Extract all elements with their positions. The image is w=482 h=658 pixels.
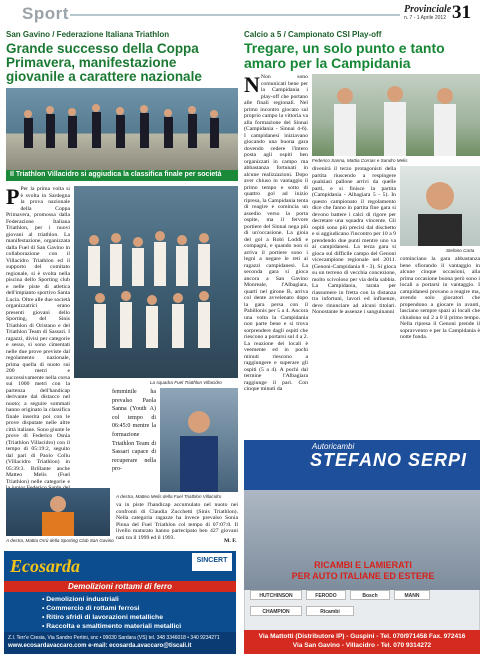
serpi-address-1: Via Mattotti (Distributore IP) - Guspini - Tel. 070/971458 Fax. 972416 [258,633,466,640]
team-photo [74,186,238,378]
right-body-col-3: cominciano la gara abbastanza bene sfiorando il vantaggio in alcune cinque occasioni, alla prima occasione buona però sono i locali a portarsi in vantaggio. I campidanesi provano a reagire ma, avendo solo giocatori che propendono a giocare in avanti, lasciano sempre spazi ai locali che chiudono sul 2 a 0 il primo tempo. Nella ripresa il Genoni prende il sopravvento e per la Campidania è notte fonda. [400,256,480,340]
left-banner: Il Triathlon Villacidro si aggiudica la classifica finale per società [6,170,238,181]
service-item: • Demolizioni industriali [42,596,119,603]
brand-logo: CHAMPION [250,606,302,616]
header-rule [70,14,400,16]
portrait-mattia [6,488,110,536]
left-signature: M. F. [224,538,237,544]
players-photo [312,74,480,156]
right-body-col-2: divenirà il terzo protagonisti della partita riuscendo a respingere qualsiasi pallone arrivi da quelle parti, e si finisce la partita (Campidania - Albagiara 5 - 5). In questo campionato il regolamento dice che fanno in partita fine gara si devono battere i calci di rigore per decretare una squadra vincente. Gli ospiti sono più precisi dal dischetto e si aggiudicano l'incontro per 10 a 9 prendendo due punti mentre uno va ai campidanesi. La terza gara si gioca sul difficile campo del Genoni vicecampione regionale nel 2011. (Genoni-Campidania 8 - 3). Si gioca su un terreno di vecchia concezione, molto scivoloso per via della sabbia. La Campidania, tarata per riassumere in fretta con la distanza tra infortuni, lavori ed influenze, deve rinunciare ad alcuni titolari. Nonostante le assenze i sanguinanni [312,166,396,315]
issue-date: n. 7 - 1 Aprile 2012 [404,15,446,21]
ecosarda-web: www.ecosardavaccaro.com e-mail: ecosarda.avaccaro@tiscali.it [8,643,192,649]
ecosarda-services [42,595,182,631]
left-body-col-2: femminile ha prevalso Paola Sanna (Youth A) col tempo di 06:45:0 mentre la formazione Triathlon Team di Sassari capace di recuperare nella pro- [112,389,156,473]
right-body-col-1: N Non sono comunicati bene per la Campidania i play-off che portano alle finali regionali. Nel primo incontro giocato sul proprio campo la vittoria va alla formazione del Sinnai (Campidania - Sinnai 4-6). I campidanesi iniziavano giocando una buona gara dovendo cedere l'intero posta agli ospiti ben organizzati in campo ma abbastanza fortunati in alcune realizzazioni. Dopo aver chiuso in vantaggio il primo tempo e sotto di quattro gol ad inizio ripresa, la Campidania tenta di reagire e comincia un assedio verso la porta ospite, ma il fervore portiere del Sinnai nega più di un'occasione. La gioia del gol a Robi Loddi e compagni, e quando non si arriva il portiere sono i legni a negare le reti ai ragazzi campidanesi. La seconda gara si gioca ancora a San Gavino Monreale, l'Albagiara, quarti nel girone B, arriva col dente avvelenato dopo la gara persa con il Pabillonis per 5 a 4. Ancora una volta la Campidania non parte bene e si trova sorprendere dagli ospiti che riescono a portarsi sul 4 a 2. La reazione dei locali è veemente ed in pochi minuti riescono a raggiungere e superare gli ospiti (5 a 4). A pochi dal termine l'Albagiara raggiunge il pari. Con cinque minuti da [244,72,308,392]
right-headline: Tregare, un solo punto e tanto amaro per la Campidania [244,40,445,71]
brand-logo: FERODO [306,590,346,600]
caption-team: La squadra Fuel Triathlon Villacidro [150,380,222,385]
brand-logo: HUTCHINSON [250,590,302,600]
left-headline: Grande successo della Coppa Primavera, manifestazione giovanile a carattere nazionale [6,41,202,84]
serpi-headline [254,560,472,582]
service-item: • Ritiro sfridi di lavorazioni metalliche [42,614,163,621]
right-kicker: Calcio a 5 / Campionato CSI Play-off [244,30,382,39]
serpi-tagline: Autoricambi [312,442,355,451]
service-item: • Commercio di rottami ferrosi [42,605,140,612]
publication-name: Provinciale [404,4,452,15]
brand-logo: MANN [394,590,430,600]
service-item: • Raccolta e smaltimento materiali metallici [42,623,182,630]
left-body-col-1: P Per la prima volta si è svolta in Sardegna la prova nazionale della Coppa Primavera, promossa dalla Federazione Italiana Triathlon, per i nuovi giovani al triathlon. La manifestazione, organizzata dalla Fuel di San Gavino in collaborazione con il Villacidro Triathlon ed il supporto del comitato regionale, si è svolta nella piscina dello Sporting club e nelle piste di atletica dell'impianto sportivo Santa Lucia. Oltre alle due società organizzatrici erano presenti giovani dello Sporting, del Sinis Triathlon di Oristano e del Triathlon Team di Sassari. I ragazzi, divisi per categorie e sesso, si sono cimentati nelle due prove previste dal regolamento nazionale, prima quella di nuoto sui 200 metri e successivamente nella corsa sui 1000 metri con la partenza dell'handicap derivante dal distacco nel nuoto; a seguire sommati hanno originato la classifica finale inserita poi con le prove disputate nelle altre città italiane. Sono giunte le prove di Federico Osnia (Triathlon Villacidro) con il tempo di 05:19:2, seguito dal pari di Paolo Collu (Villacidro Triathlon) in 05:39:3. Brillante anche Matteo Melis (Fuel Triathlon) nelle categorie e [6,184,70,485]
brand-logo: Ricambi [306,606,354,616]
ecosarda-contacts [4,632,236,654]
runners-illustration [6,88,238,170]
ecosarda-name: Ecosarda [10,556,81,576]
caption-right-portrait: A destra, Matteo Melis della Fuel Triathlon Villacidro [116,494,222,499]
serpi-headline-line1: RICAMBI E LAMIERATI [314,560,412,570]
left-kicker: San Gavino / Federazione Italiana Triathlon [6,30,170,39]
left-body-col-3: va in piste l'handicap accumulato nel nuoto nei confronti di Claudia Zucchetti (Sinis Triathlon). Nella categoria ragazze ha invece prevalso Sonia Pinna del Fuel Triathlon col tempo di 07:07:0. Il livello maturato hanno partecipato ben 427 giovani nati tra il 1999 ed il 1993. [116,502,238,541]
caption-stefano: Stefano Carta [446,248,475,253]
drop-cap: P [6,184,20,209]
brand-logo: Bosch [350,590,390,600]
serpi-address-2: Via San Gavino - Villacidro - Tel. 070 9314272 [292,642,432,649]
portrait-stefano [400,166,480,246]
portrait-matteo [160,388,238,492]
team-illustration [74,186,238,378]
caption-players: Federico Sanna, Mattia Corrias e Sandro Melis [312,158,408,163]
serpi-headline-line2: PER AUTO ITALIANE ED ESTERE [291,571,435,581]
serpi-name: STEFANO SERPI [310,450,468,470]
serpi-address [244,630,480,654]
ecosarda-address: Z.I. Terr'e Cresia, Via Sandro Pertini, snc • 09030 Sardara (VS) tel. 348 3346018 • 340 9234271 [8,635,220,641]
ecosarda-subtitle: Demolizioni rottami di ferro [4,581,236,592]
team-running-photo [6,88,238,170]
drop-cap: N [244,72,260,97]
caption-left-portrait: A destra, Mattia Orrù della Sporting Club San Gavino [6,538,114,543]
page-number: 31 [452,2,471,23]
certification-logo: SINCERT [192,553,232,571]
section-title: Sport [22,4,69,23]
